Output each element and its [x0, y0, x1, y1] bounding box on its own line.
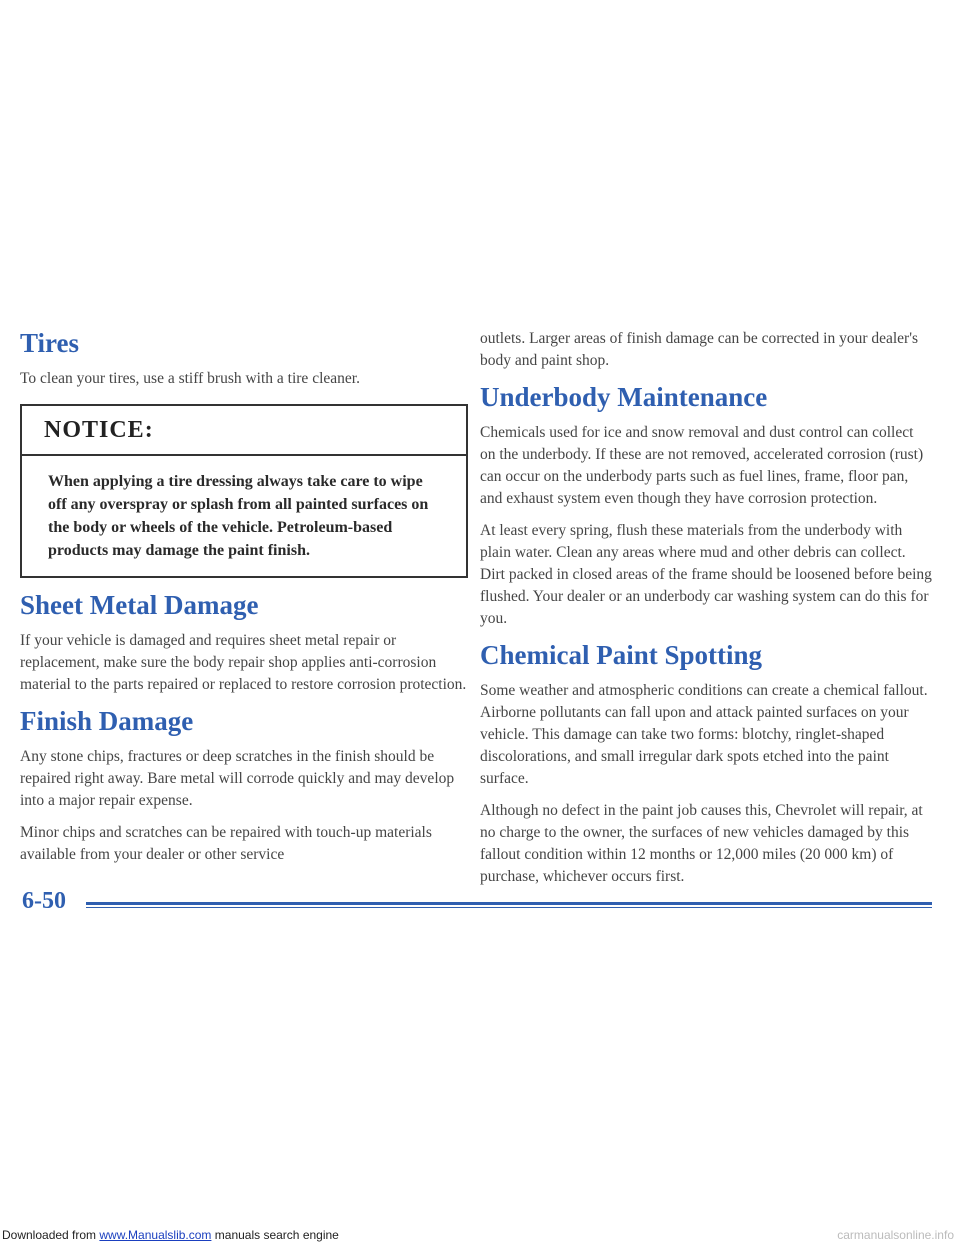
finish-damage-text-2: Minor chips and scratches can be repaired with touch-up materials available from your dealer or other service [20, 824, 432, 863]
chemical-spotting-text-2: Although no defect in the paint job causes this, Chevrolet will repair, at no charge to the owner, the surfaces of new vehicles damaged by this fallout condition within 12 months or 12,000 miles (20 000 km) of purchase, whichever occurs first. [480, 802, 923, 885]
manualslib-link[interactable]: www.Manualslib.com [99, 1228, 212, 1242]
download-bar [0, 1228, 960, 1242]
download-credit [2, 1228, 339, 1242]
notice-label: NOTICE: [22, 406, 466, 456]
notice-box [20, 404, 468, 578]
finish-damage-heading: Finish Damage [20, 706, 194, 736]
left-column [20, 328, 468, 876]
notice-text: When applying a tire dressing always take care to wipe off any overspray or splash from all painted surfaces on the body or wheels of the vehicle. Petroleum-based products may damage the paint finish. [48, 473, 429, 559]
chemical-spotting-text-1: Some weather and atmospheric conditions can create a chemical fallout. Airborne pollutants can fall upon and attack painted surfaces on your vehicle. This damage can take two forms: blotchy, ringlet-shaped discolorations, and small irregular dark spots etched into the paint surface. [480, 682, 928, 787]
download-suffix: manuals search engine [211, 1228, 339, 1242]
tires-text: To clean your tires, use a stiff brush with a tire cleaner. [20, 370, 360, 387]
finish-continuation-text: outlets. Larger areas of finish damage can be corrected in your dealer's body and paint shop. [480, 330, 919, 369]
underbody-heading: Underbody Maintenance [480, 382, 768, 412]
page-number: 6-50 [22, 888, 66, 914]
chemical-spotting-heading: Chemical Paint Spotting [480, 640, 763, 670]
finish-damage-text-1: Any stone chips, fractures or deep scratches in the finish should be repaired right away. Bare metal will corrode quickly and may develop into a major repair expense. [20, 748, 455, 809]
footer-rule [86, 902, 932, 905]
watermark-text: carmanualsonline.info [837, 1228, 954, 1242]
footer-rule-thin [86, 907, 932, 908]
page-footer [0, 878, 960, 918]
underbody-text-1: Chemicals used for ice and snow removal and dust control can collect on the underbody. If these are not removed, accelerated corrosion (rust) can occur on the underbody parts such as fuel lines, frame, floor pan, and exhaust system even though they have corrosion protection. [480, 424, 924, 507]
sheet-metal-text: If your vehicle is damaged and requires sheet metal repair or replacement, make sure the body repair shop applies anti-corrosion material to the parts repaired or replaced to restore corrosion protection. [20, 632, 467, 693]
download-prefix: Downloaded from [2, 1228, 100, 1242]
tires-heading: Tires [20, 328, 80, 358]
underbody-text-2: At least every spring, flush these materials from the underbody with plain water. Clean any areas where mud and other debris can collect. Dirt packed in closed areas of the frame should be loosened before being flushed. Your dealer or an underbody car washing system can do this for you. [480, 522, 932, 627]
sheet-metal-heading: Sheet Metal Damage [20, 590, 259, 620]
right-column [480, 328, 932, 898]
